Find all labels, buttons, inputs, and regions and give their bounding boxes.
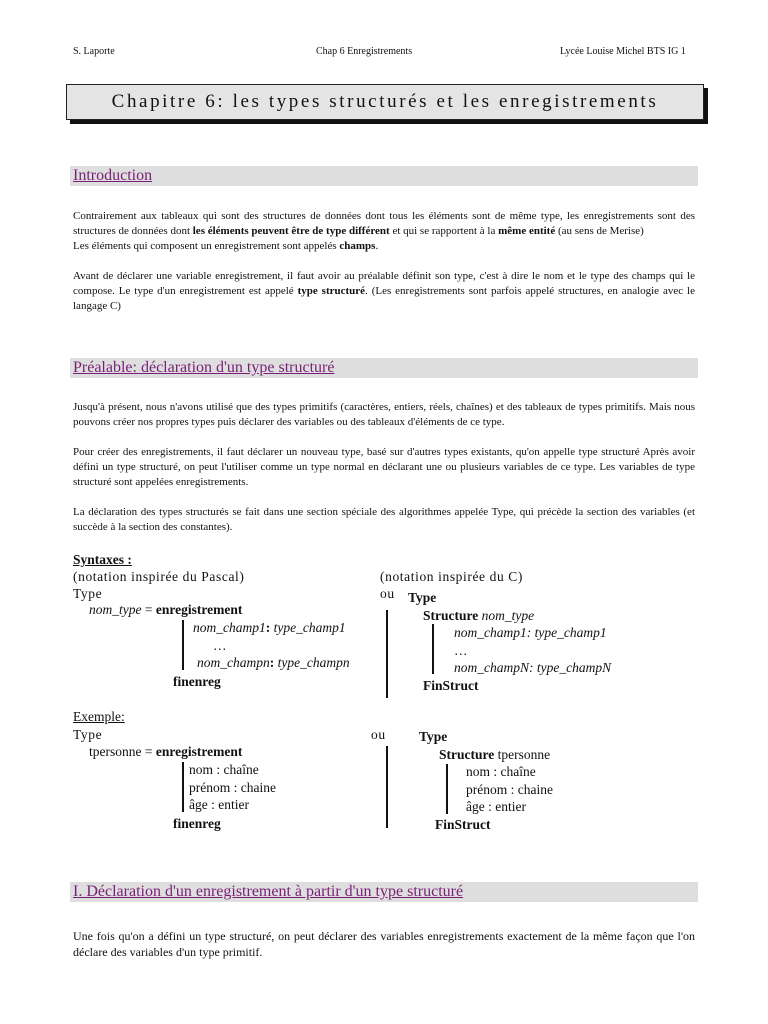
c-structure-declaration: Structure nom_type: [423, 608, 535, 623]
example-c-type-keyword: Type: [419, 729, 448, 744]
section-heading-text: Introduction: [73, 167, 153, 184]
pascal-field-1: nom_champ1: type_champ1: [193, 620, 346, 635]
c-ellipsis: …: [454, 643, 468, 658]
chapter-title: Chapitre 6: les types structurés et les enregistrements: [66, 84, 704, 120]
example-pascal-field-3: âge : entier: [189, 797, 249, 812]
prealable-paragraph-3: La déclaration des types structurés se fait dans une section spéciale des algorithmes appelée Type, qui précède la section des variables (et succède à la section des constantes).: [73, 506, 695, 533]
syntax-divider-line: [386, 610, 388, 698]
intro-paragraph-1: Contrairement aux tableaux qui sont des structures de données dont tous les éléments sont de même type, les enregistrements sont des structures de données dont les éléments peuvent être de type différent et qui se rapportent à la même entité (au sens de Merise): [73, 210, 695, 237]
pascal-note: (notation inspirée du Pascal): [73, 569, 245, 584]
example-pascal-bracket-line: [182, 762, 184, 812]
c-bracket-line: [432, 624, 434, 674]
example-type-keyword: Type: [73, 727, 103, 742]
pascal-finenreg: finenreg: [173, 674, 221, 689]
example-pascal-field-2: prénom : chaine: [189, 780, 276, 795]
intro-paragraph-3: Avant de déclarer une variable enregistrement, il faut avoir au préalable définit son type, c'est à dire le nom et le type des champs qui le compose. Le type d'un enregistrement est appelé type structuré. (Les enregistrements sont parfois appelé structures, en analogie avec le langage C): [73, 270, 695, 312]
example-c-field-1: nom : chaîne: [466, 764, 536, 779]
example-pascal-finenreg: finenreg: [173, 816, 221, 831]
header-school: Lycée Louise Michel BTS IG 1: [560, 46, 686, 57]
section-heading-introduction: [70, 166, 698, 186]
section1-text: [73, 928, 695, 960]
c-field-n: nom_champN: type_champN: [454, 660, 612, 675]
section-heading-text: I. Déclaration d'un enregistrement à partir d'un type structuré: [73, 883, 464, 900]
section-heading-text: Préalable: déclaration d'un type structuré: [73, 359, 335, 376]
pascal-field-n: nom_champn: type_champn: [197, 655, 350, 670]
syntax-label: Syntaxes :: [73, 552, 132, 567]
prealable-paragraph-1: Jusqu'à présent, nous n'avons utilisé que des types primitifs (caractères, entiers, réels, chaînes) et des tableaux de types primitifs. Mais nous pouvons créer nos propres types puis déclarer des variables ou des tableaux d'éléments de ce type.: [73, 401, 695, 428]
example-pascal-declaration: tpersonne = enregistrement: [89, 744, 243, 759]
example-c-field-2: prénom : chaine: [466, 782, 553, 797]
or-separator: ou: [380, 586, 395, 601]
example-c-bracket-line: [446, 764, 448, 814]
example-c-finstruct: FinStruct: [435, 817, 491, 832]
c-note: (notation inspirée du C): [380, 569, 523, 584]
example-label: Exemple:: [73, 709, 125, 724]
section-heading-prealable: [70, 358, 698, 378]
example-c-structure: Structure tpersonne: [439, 747, 551, 762]
pascal-ellipsis: …: [213, 638, 227, 653]
pascal-type-keyword: Type: [73, 586, 103, 601]
example-pascal-field-1: nom : chaîne: [189, 762, 259, 777]
c-field-1: nom_champ1: type_champ1: [454, 625, 607, 640]
example-or-separator: ou: [371, 727, 386, 742]
intro-text: [73, 209, 695, 314]
pascal-type-declaration: nom_type = enregistrement: [89, 602, 243, 617]
c-type-keyword: Type: [408, 590, 437, 605]
pascal-bracket-line: [182, 620, 184, 670]
c-finstruct: FinStruct: [423, 678, 479, 693]
header-chapter: Chap 6 Enregistrements: [316, 46, 413, 57]
section-heading-declaration: [70, 882, 698, 902]
example-c-field-3: âge : entier: [466, 799, 526, 814]
intro-paragraph-2: Les éléments qui composent un enregistrement sont appelés champs.: [73, 240, 379, 252]
section1-paragraph-1: Une fois qu'on a défini un type structuré, on peut déclarer des variables enregistrements exactement de la même façon que l'on déclare des variables d'un type primitif.: [73, 929, 695, 959]
prealable-text: [73, 400, 695, 535]
header-author: S. Laporte: [73, 46, 115, 57]
example-divider-line: [386, 746, 388, 828]
prealable-paragraph-2: Pour créer des enregistrements, il faut déclarer un nouveau type, basé sur d'autres types existants, qu'on appelle type structuré Après avoir défini un type structuré, on peut l'utiliser comme un type normal en déclarant une ou plusieurs variables de ce type. Les variables de type structuré sont appelées enregistrements.: [73, 446, 695, 488]
